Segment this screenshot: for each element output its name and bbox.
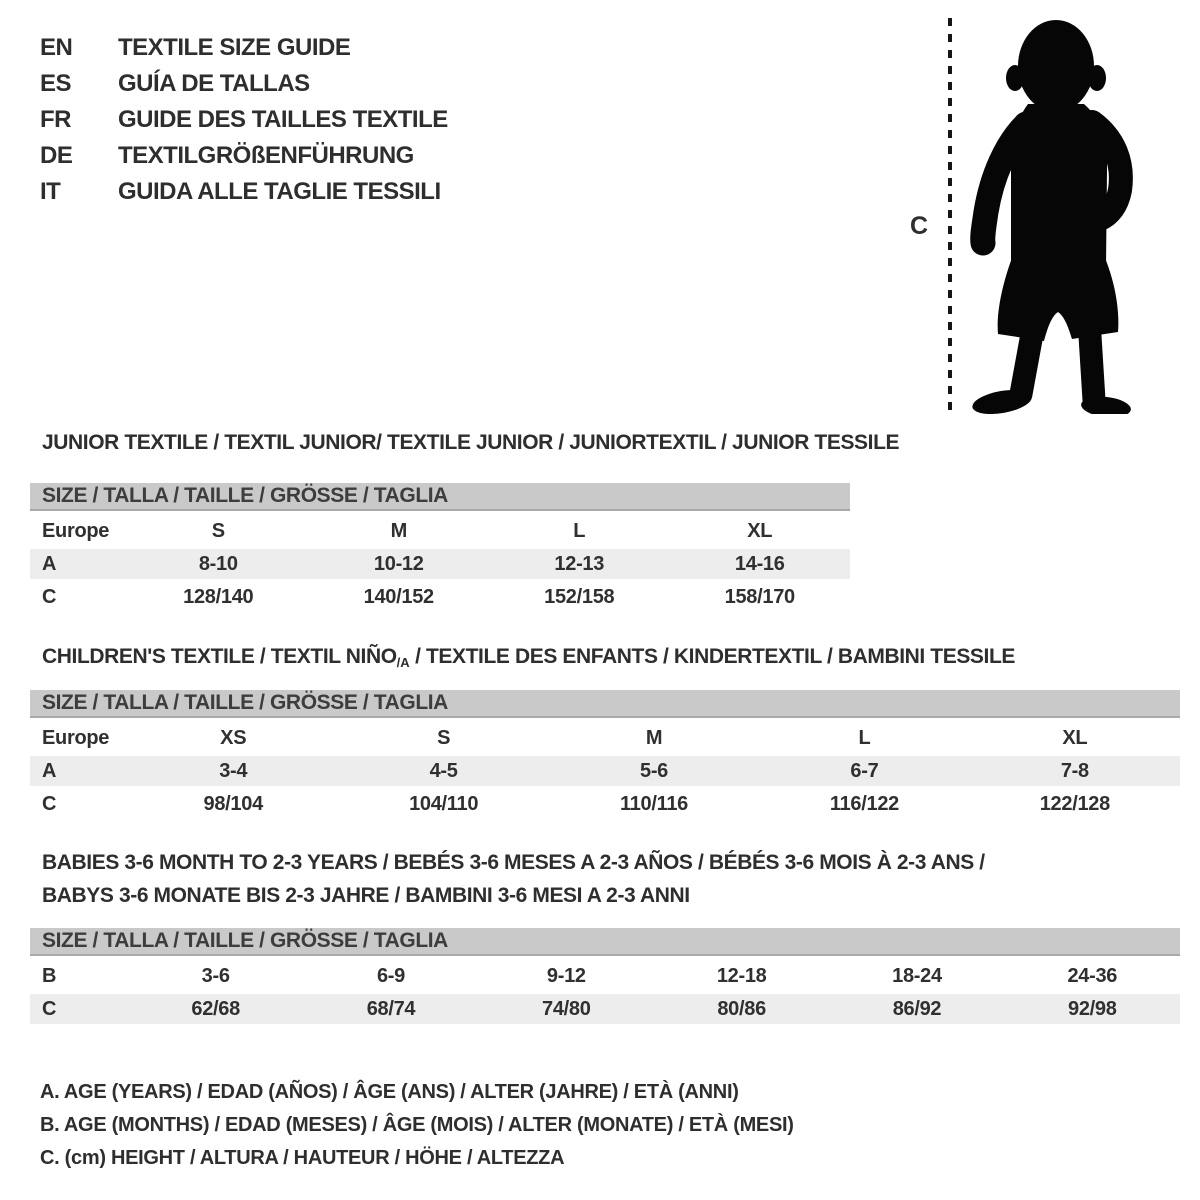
height-cell: 62/68	[191, 997, 240, 1020]
table-row-children-height	[30, 789, 1180, 819]
table-row-junior-europe	[30, 516, 850, 546]
height-measure-label: C	[910, 212, 929, 240]
table-row-children-age	[30, 756, 1180, 786]
height-cell: 158/170	[724, 585, 795, 608]
row-label: A	[42, 552, 57, 575]
height-dashed-line	[948, 18, 952, 416]
height-cell: 104/110	[409, 792, 479, 815]
row-label: Europe	[42, 726, 110, 749]
lang-code-en: EN	[40, 34, 73, 61]
age-cell: 7-8	[1060, 759, 1089, 782]
size-cell: S	[211, 519, 225, 542]
babies-title-line1: BABIES 3-6 MONTH TO 2-3 YEARS / BEBÉS 3-6 MESES A 2-3 AÑOS / BÉBÉS 3-6 MOIS À 2-3 ANS /	[42, 851, 985, 874]
height-cell: 152/158	[544, 585, 615, 608]
age-cell: 8-10	[198, 552, 238, 575]
junior-table-header: SIZE / TALLA / TAILLE / GRÖSSE / TAGLIA	[30, 483, 850, 511]
lang-title-fr: GUIDE DES TAILLES TEXTILE	[118, 106, 448, 133]
row-label: Europe	[42, 519, 110, 542]
height-cell: 86/92	[892, 997, 942, 1020]
height-cell: 110/116	[620, 792, 689, 815]
legend-height-cm: C. (cm) HEIGHT / ALTURA / HAUTEUR / HÖHE / ALTEZZA	[40, 1147, 565, 1169]
babies-table-header: SIZE / TALLA / TAILLE / GRÖSSE / TAGLIA	[30, 928, 1180, 956]
months-cell: 3-6	[201, 964, 230, 987]
junior-section-title: JUNIOR TEXTILE / TEXTIL JUNIOR/ TEXTILE JUNIOR / JUNIORTEXTIL / JUNIOR TESSILE	[42, 431, 900, 454]
height-cell: 98/104	[203, 792, 263, 815]
table-row-children-europe	[30, 723, 1180, 753]
children-title-pre: CHILDREN'S TEXTILE / TEXTIL NIÑO	[42, 645, 397, 668]
lang-title-it: GUIDA ALLE TAGLIE TESSILI	[118, 178, 441, 205]
measurement-legend	[40, 1076, 794, 1175]
size-cell: M	[390, 519, 407, 542]
lang-title-es: GUÍA DE TALLAS	[118, 70, 310, 97]
size-cell: XL	[1062, 726, 1088, 749]
row-label: A	[42, 759, 57, 782]
lang-row-fr	[40, 102, 448, 138]
size-cell: XS	[220, 726, 247, 749]
row-label: B	[42, 964, 57, 987]
size-cell: L	[858, 726, 871, 749]
size-cell: M	[645, 726, 663, 749]
table-row-junior-height	[30, 582, 850, 612]
age-cell: 3-4	[219, 759, 248, 782]
size-cell: XL	[747, 519, 773, 542]
age-cell: 6-7	[850, 759, 879, 782]
height-cell: 68/74	[366, 997, 416, 1020]
table-row-babies-months	[30, 961, 1180, 991]
age-cell: 4-5	[429, 759, 458, 782]
height-cell: 92/98	[1068, 997, 1117, 1020]
height-cell: 74/80	[542, 997, 591, 1020]
lang-title-en: TEXTILE SIZE GUIDE	[118, 34, 351, 61]
children-table-header: SIZE / TALLA / TAILLE / GRÖSSE / TAGLIA	[30, 690, 1180, 718]
children-title-sub: /A	[396, 655, 410, 670]
lang-code-fr: FR	[40, 106, 71, 133]
height-cell: 140/152	[363, 585, 434, 608]
months-cell: 24-36	[1067, 964, 1118, 987]
lang-code-it: IT	[40, 178, 61, 205]
lang-title-de: TEXTILGRÖßENFÜHRUNG	[118, 142, 414, 169]
height-cell: 122/128	[1039, 792, 1110, 815]
lang-row-en	[40, 30, 448, 66]
age-cell: 10-12	[373, 552, 424, 575]
table-row-junior-age	[30, 549, 850, 579]
height-cell: 80/86	[717, 997, 766, 1020]
height-cell: 116/122	[829, 792, 899, 815]
months-cell: 12-18	[716, 964, 767, 987]
row-label: C	[42, 997, 57, 1020]
age-cell: 14-16	[734, 552, 785, 575]
months-cell: 18-24	[892, 964, 942, 987]
babies-size-table	[30, 928, 1180, 1027]
children-section-title	[42, 645, 1015, 675]
babies-title-line2: BABYS 3-6 MONATE BIS 2-3 JAHRE / BAMBINI 3-6 MESI A 2-3 ANNI	[42, 884, 690, 907]
size-cell: S	[437, 726, 451, 749]
age-cell: 5-6	[640, 759, 669, 782]
height-cell: 128/140	[183, 585, 254, 608]
children-title-post: / TEXTILE DES ENFANTS / KINDERTEXTIL / BAMBINI TESSILE	[409, 645, 1016, 668]
row-label: C	[42, 792, 57, 815]
legend-age-years: A. AGE (YEARS) / EDAD (AÑOS) / ÂGE (ANS) / ALTER (JAHRE) / ETÀ (ANNI)	[40, 1081, 739, 1103]
language-title-list	[40, 30, 448, 210]
table-row-babies-height	[30, 994, 1180, 1024]
row-label: C	[42, 585, 57, 608]
size-cell: L	[573, 519, 586, 542]
age-cell: 12-13	[554, 552, 605, 575]
children-size-table	[30, 690, 1180, 822]
legend-age-months: B. AGE (MONTHS) / EDAD (MESES) / ÂGE (MOIS) / ALTER (MONATE) / ETÀ (MESI)	[40, 1114, 794, 1136]
lang-code-de: DE	[40, 142, 73, 169]
lang-row-es	[40, 66, 448, 102]
lang-row-it	[40, 174, 448, 210]
months-cell: 9-12	[546, 964, 586, 987]
junior-size-table	[30, 483, 850, 615]
toddler-silhouette-icon	[966, 16, 1134, 414]
months-cell: 6-9	[376, 964, 405, 987]
babies-section-title	[42, 846, 985, 912]
lang-row-de	[40, 138, 448, 174]
lang-code-es: ES	[40, 70, 72, 97]
